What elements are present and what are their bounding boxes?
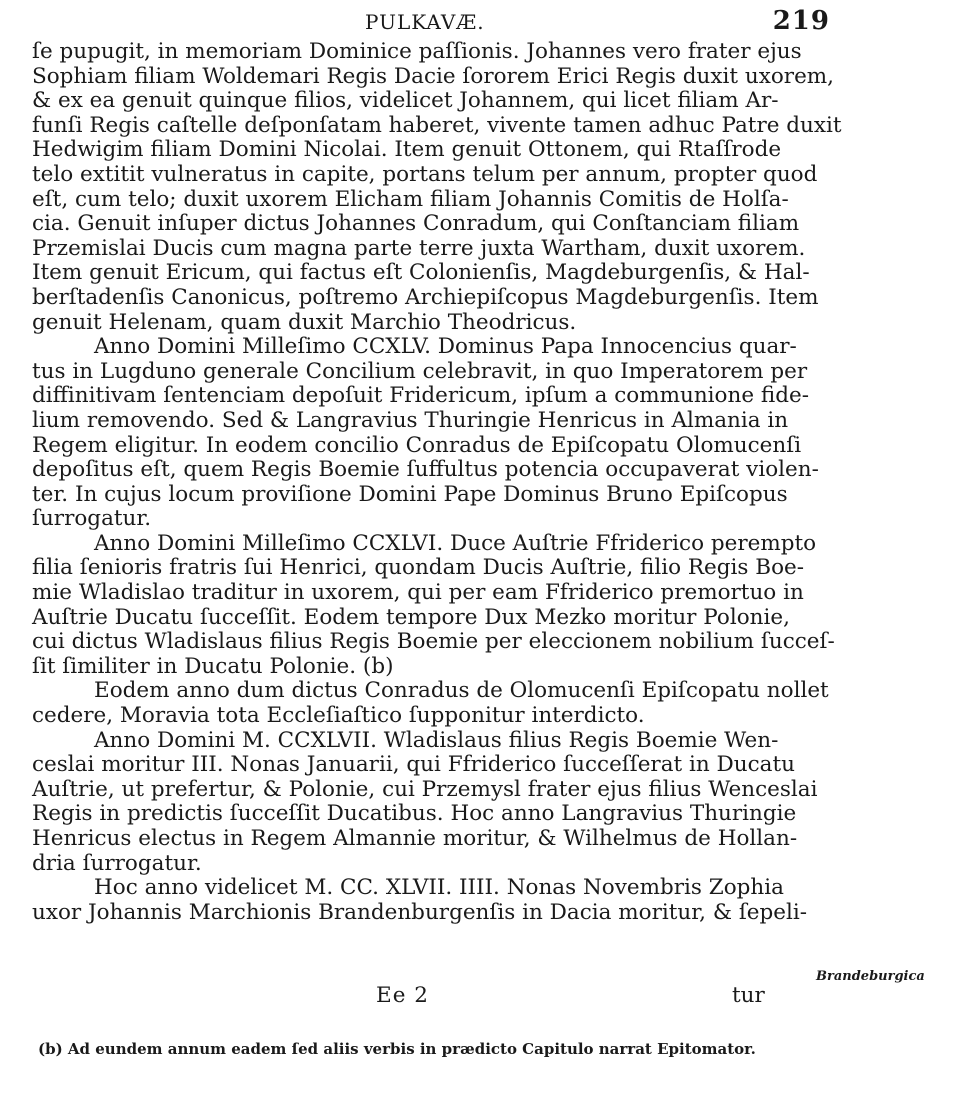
text-line: Henricus electus in Regem Almannie moritur, & Wilhelmus de Hollan-: [32, 826, 798, 851]
text-line: cia. Genuit inſuper dictus Johannes Conradum, qui Conſtanciam filiam: [32, 211, 800, 237]
text-line: Item genuit Ericum, qui factus eſt Colonienſis, Magdeburgenſis, & Hal-: [32, 260, 810, 286]
text-line: Anno Domini Milleſimo CCXLVI. Duce Auſtrie Ffriderico perempto: [94, 530, 817, 556]
text-line: genuit Helenam, quam duxit Marchio Theodricus.: [32, 309, 577, 335]
text-line: telo extitit vulneratus in capite, portans telum per annum, propter quod: [32, 161, 818, 187]
text-line: uxor Johannis Marchionis Brandenburgenſis in Dacia moritur, & ſepeli-: [32, 899, 807, 925]
text-line: Auſtrie Ducatu ſucceſſit. Eodem tempore Dux Mezko moritur Polonie,: [32, 604, 790, 630]
text-line: ceslai moritur III. Nonas Januarii, qui Ffriderico ſucceſſerat in Ducatu: [32, 752, 795, 778]
text-line: ſurrogatur.: [32, 506, 152, 532]
text-line: Regem eligitur. In eodem concilio Conradus de Epiſcopatu Olomucenſi: [32, 432, 802, 458]
marginal-note: Brandeburgica: [816, 969, 925, 984]
text-line: funſi Regis caſtelle deſponſatam haberet, vivente tamen adhuc Patre duxit: [32, 112, 842, 138]
signature-mark: Ee 2: [376, 983, 429, 1008]
text-line: dria ſurrogatur.: [32, 850, 202, 876]
footnote: (b) Ad eundem annum eadem ſed aliis verbis in prædicto Capitulo narrat Epitomator.: [38, 1040, 756, 1058]
text-line: diffinitivam ſentenciam depoſuit Fridericum, ipſum a communione fide-: [32, 383, 810, 409]
text-line: Hoc anno videlicet M. CC. XLVII. IIII. Nonas Novembris Zophia: [94, 875, 784, 901]
text-line: eſt, cum telo; duxit uxorem Elicham filiam Johannis Comitis de Holſa-: [32, 186, 789, 212]
text-line: Eodem anno dum dictus Conradus de Olomucenſi Epiſcopatu nollet: [94, 678, 829, 704]
text-line: Anno Domini Milleſimo CCXLV. Dominus Papa Innocencius quar-: [94, 334, 797, 360]
text-line: mie Wladislao traditur in uxorem, qui per eam Ffriderico premortuo in: [32, 580, 804, 606]
text-line: cui dictus Wladislaus filius Regis Boemie per eleccionem nobilium ſucceſ-: [32, 629, 835, 655]
page-header: [30, 6, 830, 36]
text-line: berſtadenſis Canonicus, poſtremo Archiepiſcopus Magdeburgenſis. Item: [32, 284, 819, 310]
page-number: 219: [772, 6, 830, 36]
text-line: lium removendo. Sed & Langravius Thuringie Henricus in Almania in: [32, 407, 789, 433]
main-text-block: [32, 39, 842, 925]
text-line: Auſtrie, ut prefertur, & Polonie, cui Przemysl frater ejus filius Wenceslai: [32, 776, 818, 802]
text-line: cedere, Moravia tota Eccleſiaſtico ſupponitur interdicto.: [32, 703, 645, 729]
text-line: ſe pupugit, in memoriam Dominice paſſionis. Johannes vero frater ejus: [32, 39, 802, 64]
text-line: Anno Domini M. CCXLVII. Wladislaus filius Regis Boemie Wen-: [94, 727, 779, 753]
text-line: Regis in predictis ſucceſſit Ducatibus. Hoc anno Langravius Thuringie: [32, 801, 797, 827]
text-line: depoſitus eſt, quem Regis Boemie ſuffultus potencia occupaverat violen-: [32, 457, 819, 483]
running-title: PULKAVÆ.: [365, 10, 485, 34]
text-line: ter. In cujus locum proviſione Domini Pape Dominus Bruno Epiſcopus: [32, 481, 788, 507]
text-line: tus in Lugduno generale Concilium celebravit, in quo Imperatorem per: [32, 358, 808, 384]
text-line: filia ſenioris fratris ſui Henrici, quondam Ducis Auſtrie, filio Regis Boe-: [32, 555, 805, 581]
catchword: tur: [732, 983, 765, 1008]
text-line: & ex ea genuit quinque filios, videlicet Johannem, qui licet filiam Ar-: [32, 88, 779, 114]
text-line: Przemislai Ducis cum magna parte terre juxta Wartham, duxit uxorem.: [32, 235, 806, 261]
text-line: Hedwigim filiam Domini Nicolai. Item genuit Ottonem, qui Rtaſſrode: [32, 137, 782, 163]
text-line: Sophiam filiam Woldemari Regis Dacie ſororem Erici Regis duxit uxorem,: [32, 63, 835, 89]
text-line: ſit ſimiliter in Ducatu Polonie. (b): [32, 653, 394, 679]
